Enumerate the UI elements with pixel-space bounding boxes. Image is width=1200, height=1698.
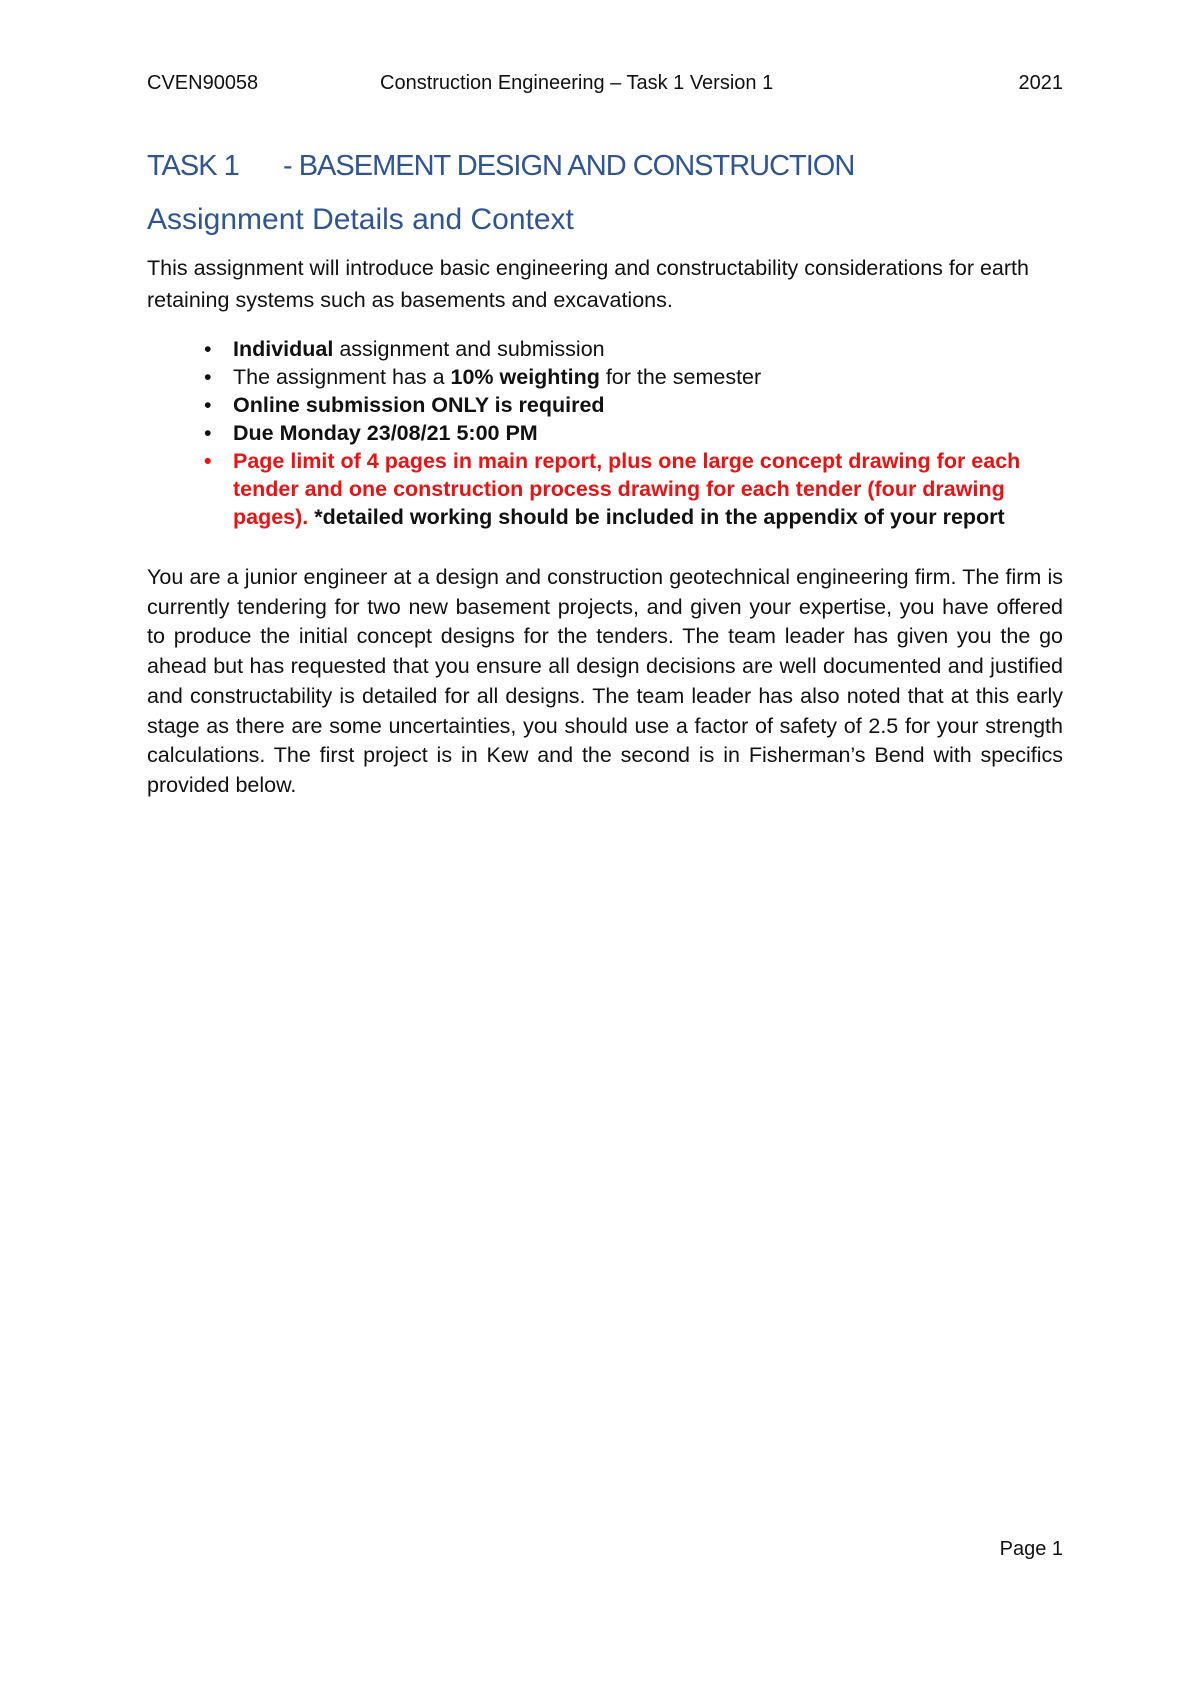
page-header xyxy=(147,72,1063,100)
bullet-bold-text: 10% weighting xyxy=(450,365,600,389)
bullet-bold-text: Online submission ONLY is required xyxy=(233,393,605,417)
due-date: Due Monday 23/08/21 5:00 PM xyxy=(233,421,538,445)
task-title xyxy=(147,150,854,183)
context-paragraph: You are a junior engineer at a design and construction geotechnical engineering firm. The firm is currently tendering for two new basement projects, and given your expertise, you have offered to produce the initial concept designs for the tenders. The team leader has given you the go ahead but has requested that you ensure all design decisions are well documented and justified and constructability is detailed for all designs. The team leader has also noted that at this early stage as there are some uncertainties, you should use a factor of safety of 2.5 for your strength calculations. The first project is in Kew and the second is in Fisherman’s Bend with specifics provided below. xyxy=(147,565,1063,797)
task-number: TASK 1 xyxy=(147,150,239,182)
list-item xyxy=(147,335,1063,363)
bullet-icon: • xyxy=(204,421,212,445)
bullet-text: The assignment has a xyxy=(233,365,451,389)
course-title: Construction Engineering – Task 1 Version 1 xyxy=(380,72,774,94)
course-code: CVEN90058 xyxy=(147,72,259,94)
year: 2021 xyxy=(1018,72,1063,94)
intro-paragraph: This assignment will introduce basic engineering and constructability considerations for earth retaining systems such as basements and excavations. xyxy=(147,256,1029,312)
list-item xyxy=(147,419,1063,447)
list-item xyxy=(147,391,1063,419)
bullet-icon: • xyxy=(204,337,212,361)
requirements-list xyxy=(147,335,1063,531)
bullet-bold-text: Individual xyxy=(233,337,334,361)
bullet-icon: • xyxy=(204,393,212,417)
list-item xyxy=(147,447,1063,531)
page-number: Page 1 xyxy=(999,1538,1063,1560)
page-limit-text: Page limit of 4 pages in main report, plus one large concept drawing for each tender and one construction process drawing for each tender (four drawing pages). xyxy=(233,449,1021,529)
bullet-icon: • xyxy=(204,365,212,389)
bullet-text: assignment and submission xyxy=(333,337,605,361)
list-item xyxy=(147,363,1063,391)
bullet-text: for the semester xyxy=(599,365,762,389)
section-heading: Assignment Details and Context xyxy=(147,203,574,236)
task-name: - BASEMENT DESIGN AND CONSTRUCTION xyxy=(283,150,855,182)
appendix-note: *detailed working should be included in the appendix of your report xyxy=(308,505,1005,529)
bullet-icon: • xyxy=(204,449,212,473)
